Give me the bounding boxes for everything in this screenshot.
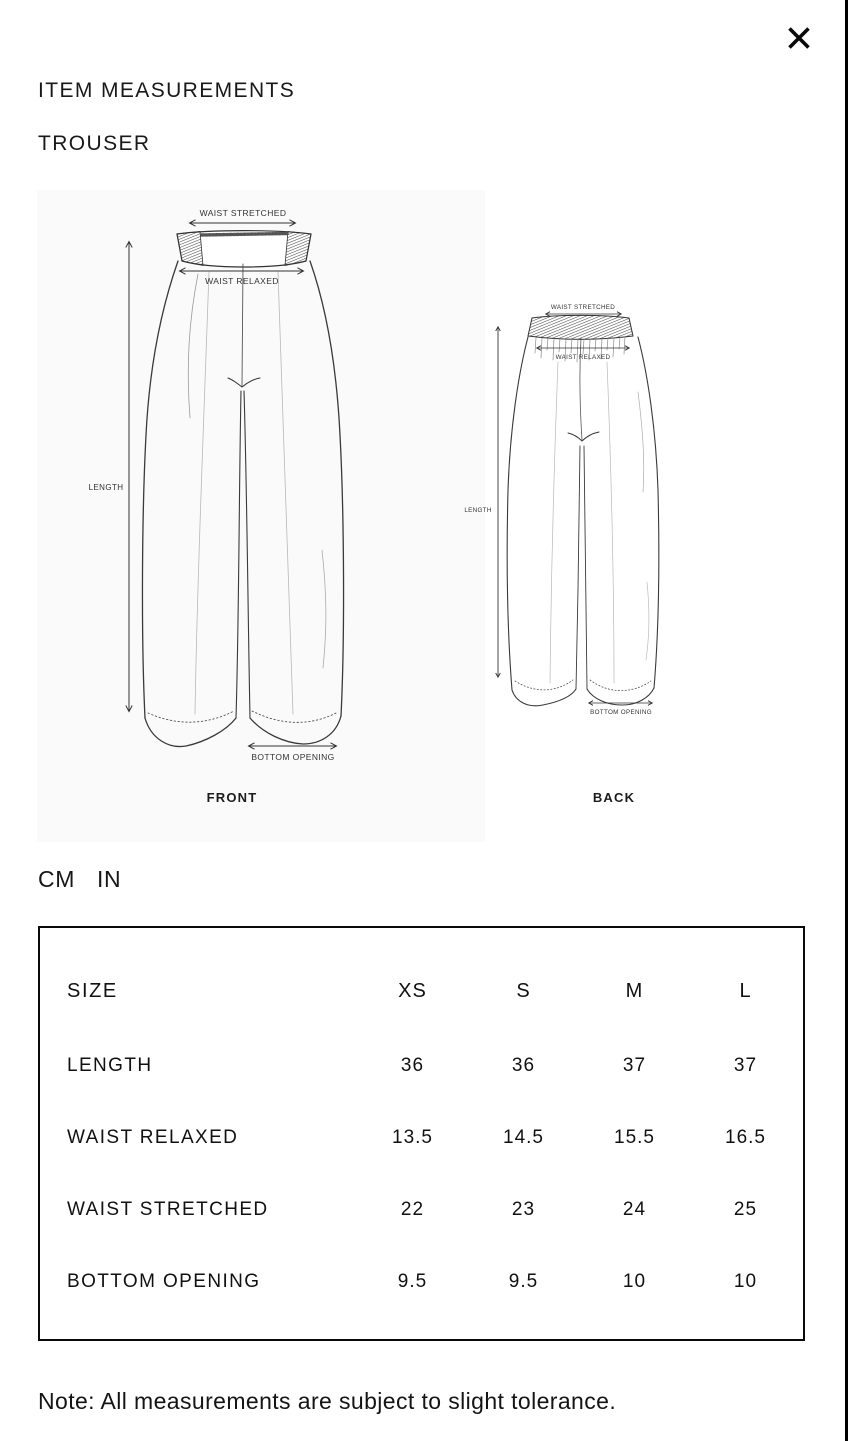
front-length-label: LENGTH [88, 483, 124, 492]
unit-in-button[interactable]: IN [96, 866, 122, 892]
front-waist-stretched-label: WAIST STRETCHED [199, 208, 287, 218]
row-value: 36 [511, 1055, 536, 1076]
size-xs: XS [398, 979, 427, 1002]
row-label: WAIST RELAXED [67, 1127, 239, 1148]
front-bottom-opening-label: BOTTOM OPENING [251, 752, 335, 762]
row-label: BOTTOM OPENING [67, 1271, 261, 1292]
row-label: LENGTH [67, 1055, 153, 1076]
table-row-waist-stretched [67, 1174, 803, 1246]
unit-toggle [38, 866, 121, 893]
row-value: 16.5 [725, 1127, 766, 1148]
back-caption: BACK [592, 790, 636, 805]
row-value: 22 [400, 1199, 425, 1220]
row-value: 15.5 [614, 1127, 655, 1148]
table-row-bottom-opening [67, 1246, 803, 1318]
row-value: 14.5 [503, 1127, 544, 1148]
row-value: 25 [733, 1199, 758, 1220]
back-length-label: LENGTH [464, 507, 492, 514]
row-value: 10 [733, 1271, 758, 1292]
size-m: M [625, 979, 644, 1002]
front-sketch-background [37, 190, 485, 842]
back-bottom-opening-label: BOTTOM OPENING [590, 709, 652, 716]
tolerance-note: Note: All measurements are subject to slight tolerance. [38, 1388, 617, 1414]
measurements-table [38, 926, 805, 1341]
row-value: 13.5 [392, 1127, 433, 1148]
close-icon [785, 24, 813, 52]
row-value: 9.5 [508, 1271, 539, 1292]
table-row-waist-relaxed [67, 1102, 803, 1174]
table-row-length [67, 1030, 803, 1102]
row-value: 9.5 [397, 1271, 428, 1292]
back-waist-stretched-label: WAIST STRETCHED [550, 304, 616, 311]
row-value: 24 [622, 1199, 647, 1220]
back-waistband-elastic [528, 315, 633, 339]
size-s: S [516, 979, 531, 1002]
close-button[interactable] [783, 22, 815, 54]
row-label: WAIST STRETCHED [67, 1199, 269, 1220]
front-waist-relaxed-label: WAIST RELAXED [205, 276, 279, 286]
unit-cm-button[interactable]: CM [38, 866, 75, 892]
row-value: 37 [622, 1055, 647, 1076]
row-value: 36 [400, 1055, 425, 1076]
front-caption: FRONT [206, 790, 258, 805]
row-value: 10 [622, 1271, 647, 1292]
size-header: SIZE [67, 979, 118, 1002]
modal-title: ITEM MEASUREMENTS [38, 79, 296, 102]
row-value: 23 [511, 1199, 536, 1220]
trouser-flat-sketch [37, 190, 771, 842]
size-l: L [739, 979, 752, 1002]
table-header-row [67, 952, 803, 1030]
row-value: 37 [733, 1055, 758, 1076]
back-view [498, 314, 659, 706]
measurement-diagram [37, 190, 771, 842]
product-name: TROUSER [38, 132, 151, 155]
back-waist-relaxed-label: WAIST RELAXED [555, 354, 611, 361]
